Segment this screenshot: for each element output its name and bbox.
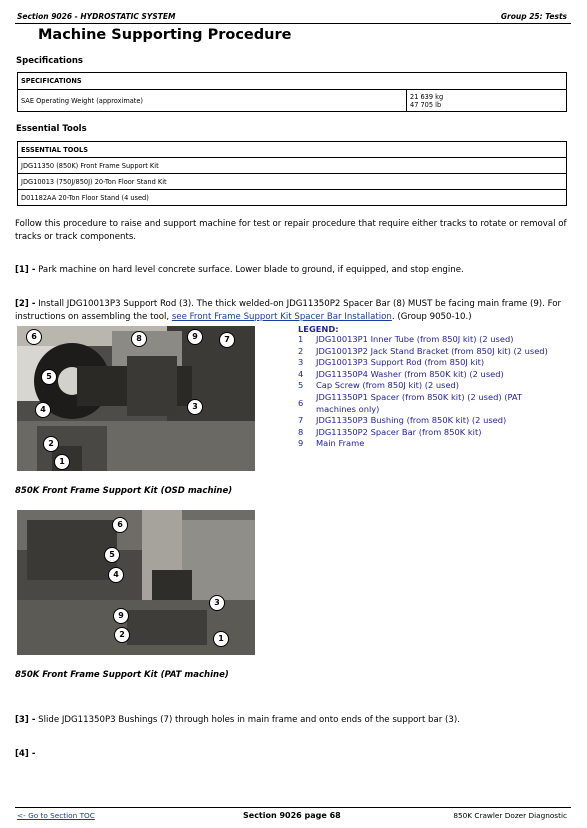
figure-2-callout-2: 2: [114, 627, 130, 643]
figure-1-callout-5: 5: [41, 369, 57, 385]
legend-text: Main Frame: [316, 438, 365, 449]
legend-text: JDG10013P1 Inner Tube (from 850J kit) (2 used): [316, 334, 514, 344]
legend-number: 9: [298, 438, 304, 449]
figure-2-caption: 850K Front Frame Support Kit (PAT machine): [15, 670, 229, 680]
header-rule: [15, 23, 571, 24]
step-2-text: Install JDG10013P3 Support Rod (3). The thick welded-on JDG11350P2 Spacer Bar (8) MUST be facing main frame (9). For instructions on assembling the tool,: [15, 299, 562, 322]
legend-item: [298, 438, 556, 450]
legend-item: [298, 369, 556, 381]
legend-text: JDG10013P2 Jack Stand Bracket (from 850J kit) (2 used): [316, 345, 548, 356]
figure-1-caption: 850K Front Frame Support Kit (OSD machine): [15, 486, 233, 496]
legend-number: 3: [298, 357, 304, 368]
legend-text: JDG11350P3 Bushing (from 850K kit) (2 used): [316, 415, 507, 426]
spec-row-value: [407, 90, 567, 112]
tool-row: D01182AA 20-Ton Floor Stand (4 used): [18, 190, 567, 206]
figure-1-callout-6: 6: [26, 329, 42, 345]
essential-tools-table: [17, 141, 567, 206]
spec-value-lb: 47 705 lb: [410, 100, 442, 109]
go-to-section-toc-link[interactable]: <- Go to Section TOC: [17, 811, 95, 820]
figure-2-callout-4: 4: [108, 567, 124, 583]
legend-text: JDG10013P3 Support Rod (from 850J kit): [316, 357, 485, 368]
figure-2-callout-6: 6: [112, 517, 128, 533]
step-3-text: Slide JDG11350P3 Bushings (7) through holes in main frame and onto ends of the support bar (3).: [38, 715, 460, 725]
figure-2-callout-5: 5: [104, 547, 120, 563]
legend-number: 8: [298, 426, 304, 437]
step-3: [15, 714, 571, 727]
essential-tools-table-header: ESSENTIAL TOOLS: [18, 142, 567, 158]
figure-1-callout-4: 4: [35, 402, 51, 418]
legend-item: [298, 357, 556, 369]
legend-heading: LEGEND:: [298, 324, 339, 334]
legend-number: 5: [298, 380, 304, 391]
step-1-number: [1] -: [15, 265, 36, 275]
specifications-table: [17, 72, 567, 112]
legend-item: [298, 334, 556, 346]
tool-row: JDG11350 (850K) Front Frame Support Kit: [18, 158, 567, 174]
specifications-table-header: SPECIFICATIONS: [18, 73, 567, 90]
legend-number: 4: [298, 368, 304, 379]
legend-list: [298, 334, 556, 450]
page-title: Machine Supporting Procedure: [38, 27, 292, 43]
figure-1-callout-1: 1: [54, 454, 70, 470]
document-title: 850K Crawler Dozer Diagnostic: [453, 811, 567, 820]
figure-2-callout-9: 9: [113, 608, 129, 624]
step-2-tail: . (Group 9050-10.): [391, 312, 472, 322]
figure-1-callout-2: 2: [43, 436, 59, 452]
intro-paragraph: Follow this procedure to raise and support machine for test or repair procedure that require either tracks to rotate or removal of tracks or track components.: [15, 219, 567, 242]
legend-number: 1: [298, 334, 304, 344]
figure-1-callout-9: 9: [187, 329, 203, 345]
step-2: [15, 298, 571, 324]
legend-text: JDG11350P4 Washer (from 850K kit) (2 used): [316, 368, 504, 379]
figure-1-callout-3: 3: [187, 399, 203, 415]
step-4: [15, 748, 571, 761]
legend-item: [298, 380, 556, 392]
tool-row: JDG10013 (750J/850J) 20-Ton Floor Stand Kit: [18, 174, 567, 190]
legend-item: [298, 427, 556, 439]
figure-1-callout-8: 8: [131, 331, 147, 347]
section-header: Section 9026 - HYDROSTATIC SYSTEM: [17, 12, 176, 21]
footer-rule: [15, 807, 571, 808]
legend-text: JDG11350P1 Spacer (from 850K kit) (2 used) (PAT machines only): [316, 391, 523, 414]
legend-item: [298, 346, 556, 358]
essential-tools-heading: Essential Tools: [16, 124, 87, 134]
figure-2-callout-3: 3: [209, 595, 225, 611]
legend-text: Cap Screw (from 850J kit) (2 used): [316, 380, 460, 391]
legend-text: JDG11350P2 Spacer Bar (from 850K kit): [316, 426, 482, 437]
specifications-heading: Specifications: [16, 56, 83, 66]
step-2-number: [2] -: [15, 299, 36, 309]
legend-number: 6: [298, 397, 304, 408]
page-number: Section 9026 page 68: [243, 811, 341, 820]
step-1: [15, 264, 571, 277]
spec-row-label: SAE Operating Weight (approximate): [18, 90, 407, 112]
spec-value-kg: 21 639 kg: [410, 92, 444, 101]
figure-1-callout-7: 7: [219, 332, 235, 348]
legend-item: [298, 392, 556, 415]
legend-number: 7: [298, 415, 304, 426]
legend-number: 2: [298, 345, 304, 356]
legend: [298, 324, 556, 450]
step-1-text: Park machine on hard level concrete surface. Lower blade to ground, if equipped, and stop engine.: [38, 265, 464, 275]
group-header: Group 25: Tests: [500, 12, 567, 21]
spacer-bar-installation-link[interactable]: see Front Frame Support Kit Spacer Bar Installation: [171, 312, 392, 322]
figure-2-callout-1: 1: [213, 631, 229, 647]
legend-item: [298, 415, 556, 427]
step-3-number: [3] -: [15, 715, 36, 725]
step-4-number: [4] -: [15, 749, 36, 759]
